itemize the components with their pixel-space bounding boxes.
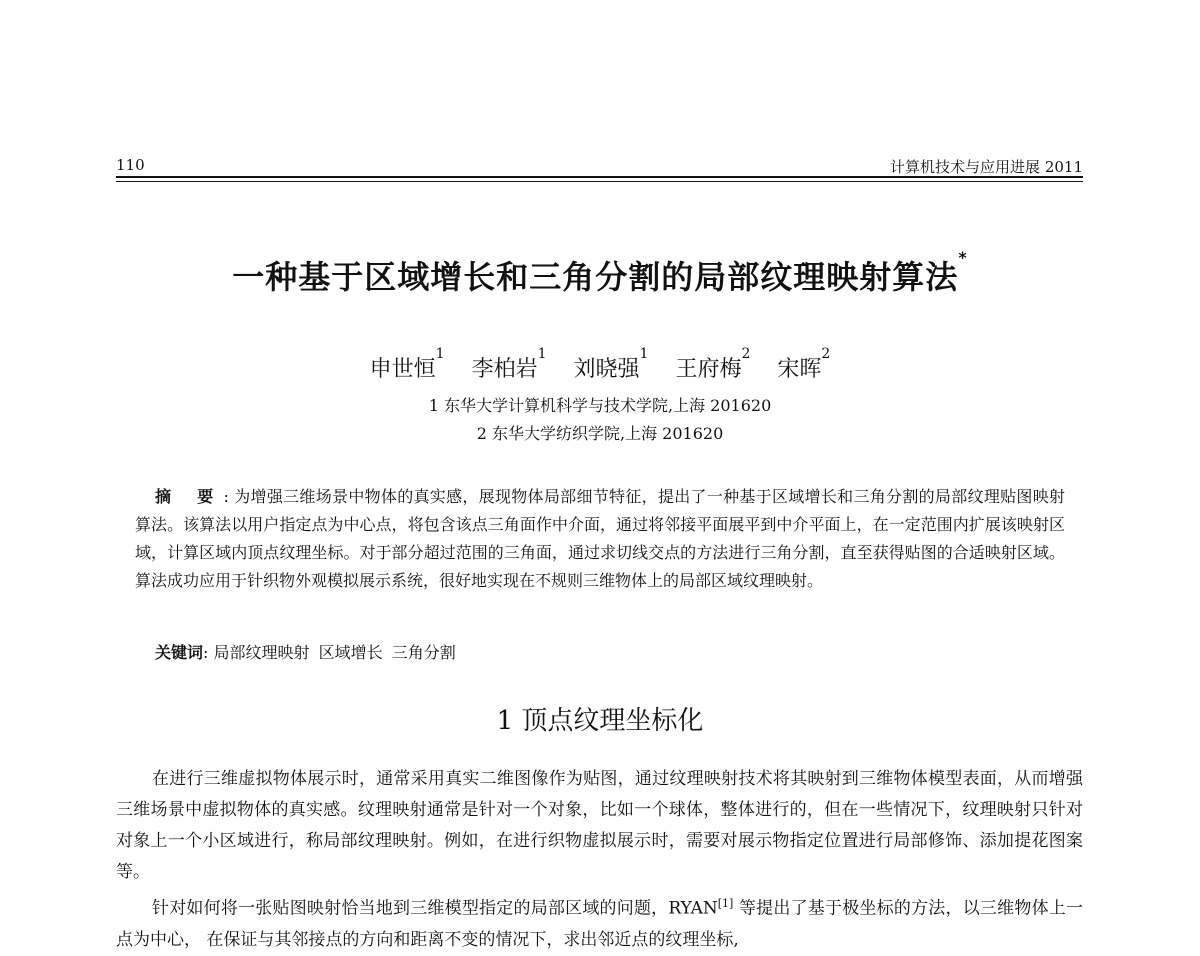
author bbox=[369, 346, 445, 382]
body-text-span: 等提出了基于极坐标的方法，以三维物体上一点为中心， 在保证与其邻接点的方向和距离不变的情况下，求出邻近点的纹理坐标, bbox=[116, 898, 1083, 950]
author-affil-mark: 1 bbox=[537, 346, 547, 362]
citation: [1] bbox=[717, 897, 734, 910]
section-number: 1 bbox=[496, 706, 514, 736]
keyword: 区域增长 bbox=[318, 643, 383, 662]
author-affil-mark: 1 bbox=[639, 346, 649, 362]
author-name: 李柏岩 bbox=[471, 357, 538, 382]
author bbox=[777, 346, 831, 382]
author-name: 宋晖 bbox=[777, 357, 822, 382]
body-text-span: 针对如何将一张贴图映射恰当地到三维模型指定的局部区域的问题，RYAN bbox=[152, 898, 718, 919]
affiliation-2: 2 东华大学纺织学院,上海 201620 bbox=[476, 424, 724, 443]
author-name: 王府梅 bbox=[675, 357, 742, 382]
keyword: 局部纹理映射 bbox=[213, 643, 310, 662]
author bbox=[573, 346, 649, 382]
affiliation-1: 1 东华大学计算机科学与技术学院,上海 201620 bbox=[428, 396, 772, 415]
section-heading bbox=[0, 700, 1200, 737]
author-list bbox=[0, 346, 1200, 383]
keywords bbox=[155, 640, 460, 663]
title-footnote-mark: * bbox=[958, 248, 968, 267]
keyword: 三角分割 bbox=[391, 643, 456, 662]
author bbox=[471, 346, 547, 382]
page-number: 110 bbox=[116, 156, 145, 174]
keywords-colon: : bbox=[203, 643, 214, 662]
author bbox=[675, 346, 751, 382]
header-rule bbox=[116, 176, 1083, 182]
section-title: 顶点纹理坐标化 bbox=[521, 706, 704, 736]
author-affil-mark: 1 bbox=[435, 346, 445, 362]
body-paragraph bbox=[116, 888, 1083, 956]
journal-name: 计算机技术与应用进展 2011 bbox=[890, 158, 1083, 176]
author-name: 刘晓强 bbox=[573, 357, 640, 382]
paper-title bbox=[0, 248, 1200, 298]
author-affil-mark: 2 bbox=[741, 346, 751, 362]
abstract-text: 为增强三维场景中物体的真实感，展现物体局部细节特征，提出了一种基于区域增长和三角分割的局部纹理贴图映射算法。该算法以用户指定点为中心点，将包含该点三角面作中介面，通过将邻接平面展平到中介平面上，在一定范围内扩展该映射区域，计算区域内顶点纹理坐标。对于部分超过范围的三角面，通过求切线交点的方法进行三角分割，直至获得贴图的合适映射区域。算法成功应用于针织物外观模拟展示系统，很好地实现在不规则三维物体上的局部区域纹理映射。 bbox=[135, 487, 1065, 590]
abstract bbox=[135, 483, 1065, 595]
abstract-colon: : bbox=[223, 487, 235, 506]
body-text bbox=[116, 764, 1083, 956]
author-name: 申世恒 bbox=[369, 357, 436, 382]
abstract-label: 摘 要 bbox=[155, 487, 224, 506]
body-paragraph: 在进行三维虚拟物体展示时，通常采用真实二维图像作为贴图，通过纹理映射技术将其映射到三维物体模型表面，从而增强三维场景中虚拟物体的真实感。纹理映射通常是针对一个对象，比如一个球体，整体进行的，但在一些情况下，纹理映射只针对对象上一个小区域进行，称局部纹理映射。例如，在进行织物虚拟展示时，需要对展示物指定位置进行局部修饰、添加提花图案等。 bbox=[116, 769, 1083, 882]
running-header bbox=[116, 154, 1083, 176]
paper-title-text: 一种基于区域增长和三角分割的局部纹理映射算法 bbox=[232, 258, 959, 296]
keywords-label: 关键词 bbox=[155, 643, 204, 662]
author-affil-mark: 2 bbox=[821, 346, 831, 362]
